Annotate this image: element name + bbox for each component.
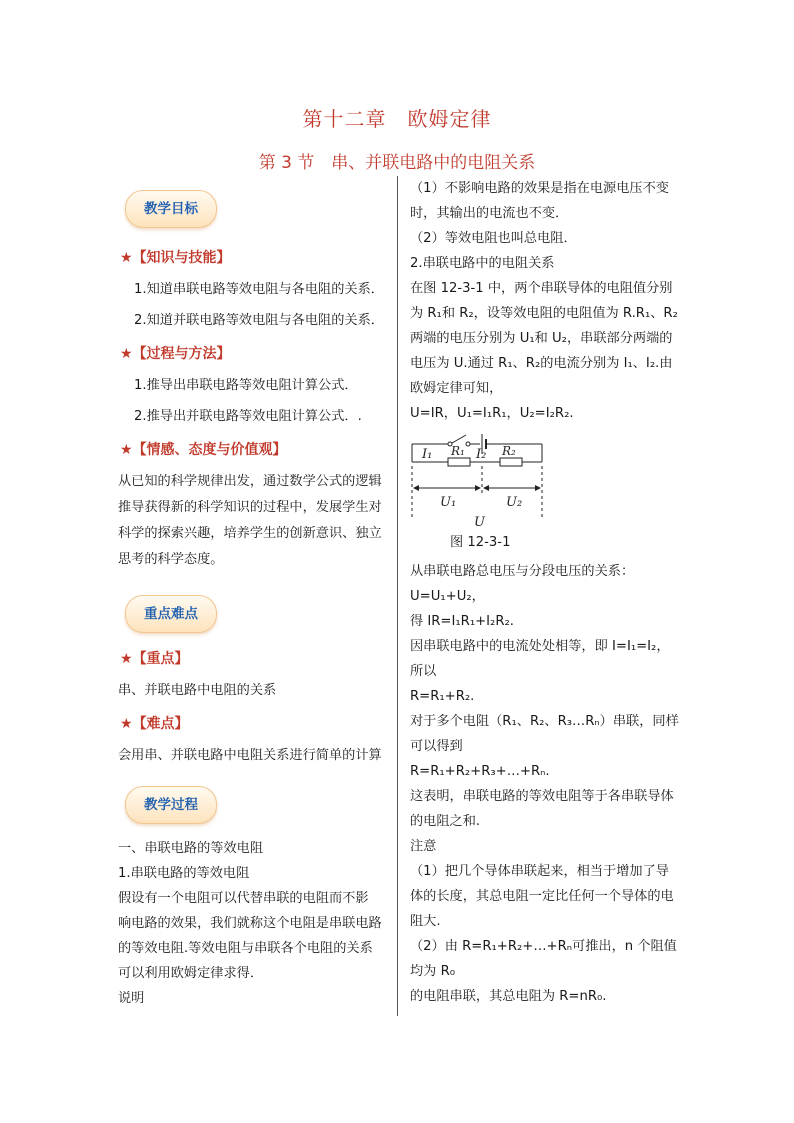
arrow-head <box>483 485 489 491</box>
text-line: 注意 <box>410 839 437 854</box>
resistor-r2 <box>500 458 522 466</box>
process-heading: ★【过程与方法】 <box>120 346 231 362</box>
text-line: 响电路的效果，我们就称这个电阻是串联电路 <box>118 916 382 931</box>
left-column <box>118 190 388 1011</box>
badge-keypoints: 重点难点 <box>125 595 217 633</box>
badge-objectives: 教学目标 <box>125 190 217 228</box>
label-u: U <box>474 515 485 530</box>
knowledge-item: 2.知道并联电路等效电阻与各电阻的关系． <box>134 313 384 328</box>
text-line: R=R₁+R₂+R₃+…+Rₙ. <box>410 764 550 779</box>
label-i1: I₁ <box>422 447 433 462</box>
emotion-heading: ★【情感、态度与价值观】 <box>120 442 287 458</box>
text-line: 1.串联电路的等效电阻 <box>118 866 250 881</box>
text-line: 得 IR=I₁R₁+I₂R₂. <box>410 614 514 629</box>
text-line: 所以 <box>410 664 437 679</box>
text-line: 可以得到 <box>410 739 463 754</box>
text-line: 对于多个电阻（R₁、R₂、R₃…Rₙ）串联，同样 <box>410 714 679 729</box>
text-line: 的等效电阻.等效电阻与串联各个电阻的关系 <box>118 941 373 956</box>
section-title: 第 3 节 串、并联电路中的电阻关系 <box>258 153 536 173</box>
text-line: 体的长度，其总电阻一定比任何一个导体的电 <box>410 889 674 904</box>
text-line: 推导获得新的科学知识的过程中，发展学生对 <box>118 500 382 515</box>
text-line: 从串联电路总电压与分段电压的关系：U=U₁+U₂， <box>410 564 635 604</box>
text-line: 电压为 U.通过 R₁、R₂的电流分别为 I₁、I₂.由 <box>410 356 673 371</box>
knowledge-item: 1.知道串联电路等效电阻与各电阻的关系． <box>134 282 384 297</box>
intro-paragraph <box>410 176 685 426</box>
text-line: （1）把几个导体串联起来，相当于增加了导 <box>410 864 669 879</box>
text-line: 可以利用欧姆定律求得． <box>118 966 264 981</box>
knowledge-heading: ★【知识与技能】 <box>120 250 231 266</box>
chapter-title: 第十二章 欧姆定律 <box>302 107 492 131</box>
text-line: 的电阻之和. <box>410 814 481 829</box>
text-line: 一、串联电路的等效电阻 <box>118 841 264 856</box>
text-line: 为 R₁和 R₂，设等效电阻的电阻值为 R.R₁、R₂ <box>410 306 678 321</box>
difficult-text: 会用串、并联电路中电阻关系进行简单的计算 <box>118 748 382 763</box>
switch-terminal <box>466 442 470 446</box>
text-line: 这表明，串联电路的等效电阻等于各串联导体 <box>410 789 674 804</box>
badge-process: 教学过程 <box>125 786 217 824</box>
text-line: 时，其输出的电流也不变． <box>410 206 569 221</box>
column-divider <box>397 176 398 1016</box>
key-heading: ★【重点】 <box>120 651 189 667</box>
text-line: 欧姆定律可知， <box>410 381 503 396</box>
figure-caption: 图 12-3-1 <box>450 535 511 550</box>
label-r1: R₁ <box>451 444 465 458</box>
arrow-head <box>475 485 481 491</box>
derivation-paragraph <box>410 559 685 1009</box>
text-line: 说明 <box>118 991 145 1006</box>
switch-lever <box>452 435 466 443</box>
key-text: 串、并联电路中电阻的关系 <box>118 683 277 698</box>
label-i2: I₂ <box>476 447 487 462</box>
text-line: 的电阻串联，其总电阻为 R=nR₀. <box>410 989 607 1004</box>
right-column <box>410 176 685 1009</box>
label-u2: U₂ <box>506 495 523 510</box>
label-r2: R₂ <box>502 444 516 458</box>
text-line: 假设有一个电阻可以代替串联的电阻而不影 <box>118 891 369 906</box>
text-line: 阻大. <box>410 914 441 929</box>
process-paragraph <box>118 836 388 1011</box>
process-item: 2.推导出并联电路等效电阻计算公式．. <box>134 409 362 424</box>
text-line: 从已知的科学规律出发，通过数学公式的逻辑 <box>118 474 382 489</box>
emotion-paragraph <box>118 469 388 573</box>
text-line: （2）由 R=R₁+R₂+…+Rₙ可推出，n 个阻值均为 R₀ <box>410 939 677 979</box>
resistor-r1 <box>448 458 470 466</box>
label-u1: U₁ <box>440 495 457 510</box>
text-line: （1）不影响电路的效果是指在电源电压不变 <box>410 181 669 196</box>
difficult-heading: ★【难点】 <box>120 716 189 732</box>
text-line: 科学的探索兴趣，培养学生的创新意识、独立 <box>118 526 382 541</box>
text-line: （2）等效电阻也叫总电阻． <box>410 231 577 246</box>
text-line: 两端的电压分别为 U₁和 U₂，串联部分两端的 <box>410 331 673 346</box>
text-line: R=R₁+R₂. <box>410 689 475 704</box>
process-item: 1.推导出串联电路等效电阻计算公式． <box>134 378 358 393</box>
text-line: 2.串联电路中的电阻关系 <box>410 256 555 271</box>
circuit-diagram <box>410 430 550 530</box>
arrow-head <box>413 485 419 491</box>
text-line: 思考的科学态度。 <box>118 552 224 567</box>
arrow-head <box>535 485 541 491</box>
text-line: 在图 12-3-1 中，两个串联导体的电阻值分别 <box>410 281 673 296</box>
text-line: U=IR，U₁=I₁R₁，U₂=I₂R₂. <box>410 406 574 421</box>
text-line: 因串联电路中的电流处处相等，即 I=I₁=I₂， <box>410 639 670 654</box>
